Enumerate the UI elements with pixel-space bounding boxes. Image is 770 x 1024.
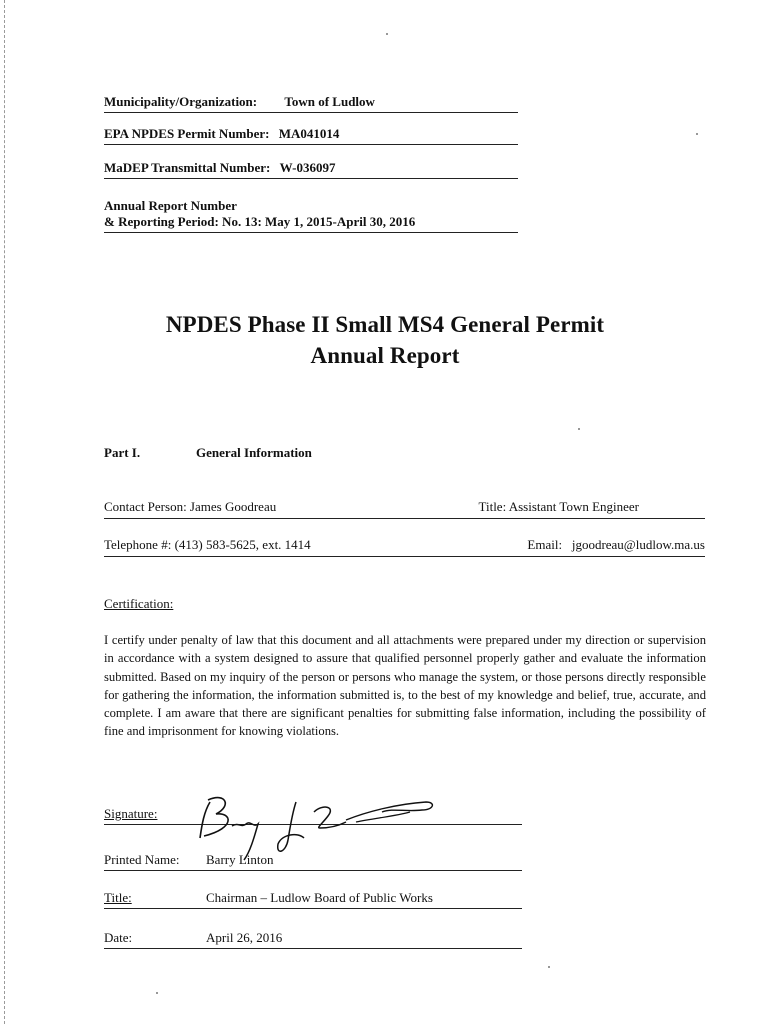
printed-name-label: Printed Name: [104, 852, 180, 867]
epa-permit-value: MA041014 [278, 126, 340, 141]
email-field [527, 537, 705, 553]
title-label: Title: [104, 890, 132, 905]
annual-report-line-2: & Reporting Period: No. 13: May 1, 2015-April 30, 2016 [104, 214, 416, 229]
certification-heading: Certification: [104, 596, 174, 611]
date-label: Date: [104, 930, 133, 945]
date-value: April 26, 2016 [206, 930, 283, 945]
municipality-row [104, 94, 518, 113]
signature-label: Signature: [104, 806, 158, 821]
phone-email-row [104, 537, 705, 557]
annual-report-line-1: Annual Report Number [104, 198, 237, 213]
document-title: NPDES Phase II Small MS4 General Permit [165, 312, 605, 337]
title-value: Chairman – Ludlow Board of Public Works [206, 890, 433, 905]
scan-speck [578, 428, 580, 430]
epa-permit-label: EPA NPDES Permit Number: [104, 126, 270, 141]
contact-row [104, 499, 705, 519]
email-label: Email: [527, 537, 563, 552]
document-subtitle: Annual Report [310, 343, 460, 368]
printed-name-value: Barry Linton [206, 852, 274, 867]
municipality-value: Town of Ludlow [284, 94, 375, 109]
printed-name-row [104, 848, 522, 871]
date-row [104, 926, 522, 949]
madep-transmittal-value: W-036097 [279, 160, 336, 175]
municipality-label: Municipality/Organization: [104, 94, 258, 109]
telephone: Telephone #: (413) 583-5625, ext. 1414 [104, 537, 311, 552]
scan-speck [386, 33, 388, 35]
scan-speck [548, 966, 550, 968]
scan-speck [156, 992, 158, 994]
madep-transmittal-label: MaDEP Transmittal Number: [104, 160, 271, 175]
email-value: jgoodreau@ludlow.ma.us [571, 537, 705, 552]
contact-title: Title: Assistant Town Engineer [478, 499, 639, 514]
madep-transmittal-row [104, 160, 518, 179]
epa-permit-row [104, 126, 518, 145]
title-row [104, 886, 522, 909]
contact-person: Contact Person: James Goodreau [104, 499, 277, 514]
part-label: Part I. [104, 445, 141, 460]
scan-page-edge [4, 0, 5, 1024]
annual-report-period [104, 198, 518, 233]
certification-text: I certify under penalty of law that this document and all attachments were prepared under my direction or supervision in accordance with a system designed to assure that qualified personnel properly gather and evaluate the information submitted. Based on my inquiry of the person or persons who manage the system, or those persons directly responsible for gathering the information, the information submitted is, to the best of my knowledge and belief, true, accurate, and complete. I am aware that there are significant penalties for submitting false information, including the possibility of fine and imprisonment for knowing violations. [104, 633, 706, 739]
part-section-title: General Information [196, 445, 312, 460]
scan-speck [696, 133, 698, 135]
